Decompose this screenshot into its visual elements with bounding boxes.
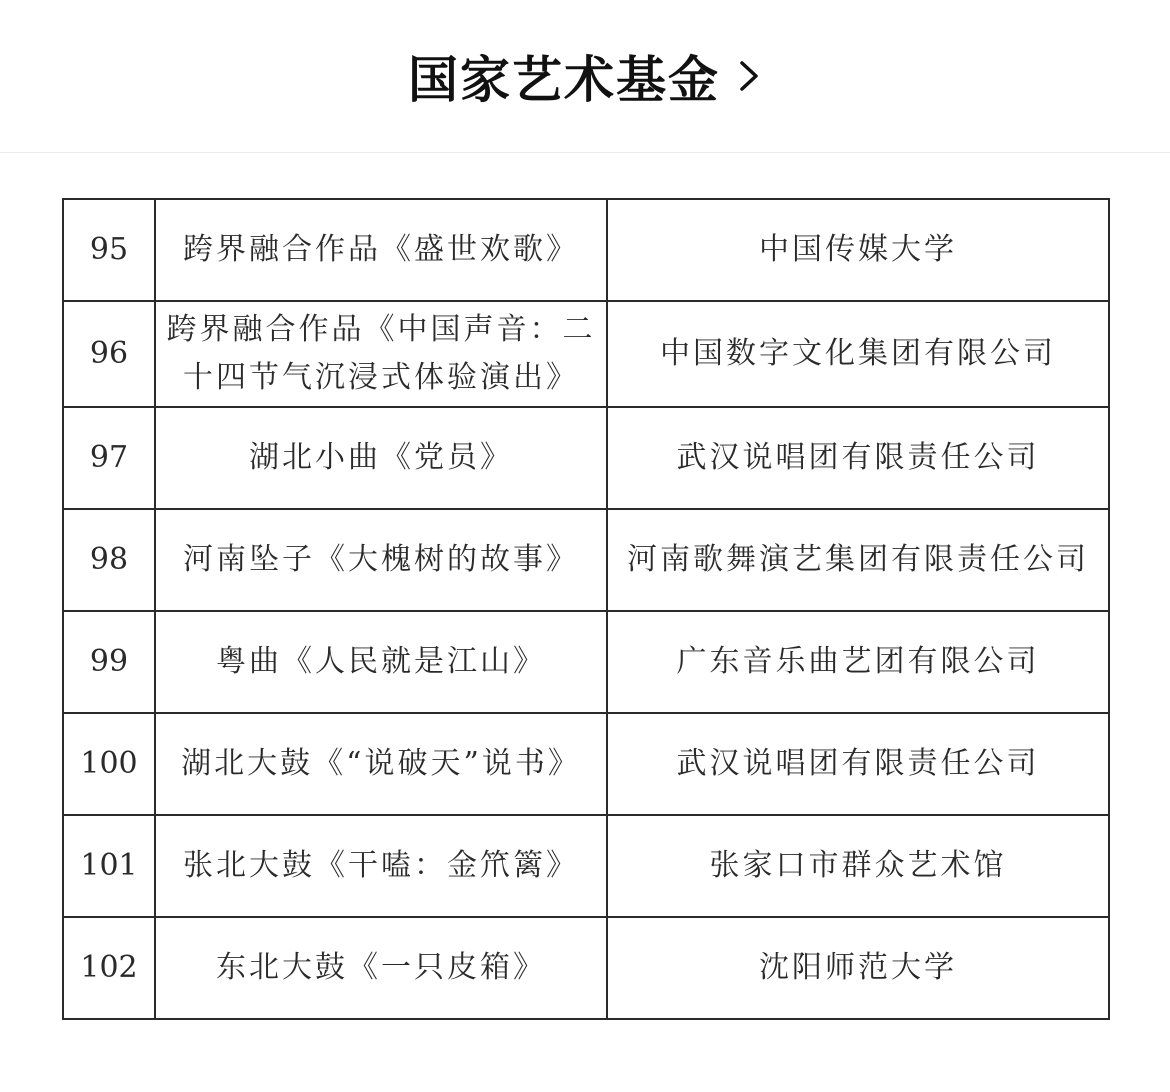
row-number: 95 <box>63 199 155 301</box>
work-title: 东北大鼓《一只皮箱》 <box>155 917 607 1019</box>
organization-name: 河南歌舞演艺集团有限责任公司 <box>607 509 1109 611</box>
organization-name: 中国传媒大学 <box>607 199 1109 301</box>
organization-name: 广东音乐曲艺团有限公司 <box>607 611 1109 713</box>
work-title: 湖北大鼓《“说破天”说书》 <box>155 713 607 815</box>
organization-name: 中国数字文化集团有限公司 <box>607 301 1109 407</box>
table-row <box>63 509 1109 611</box>
work-title: 张北大鼓《干嗑：金笊篱》 <box>155 815 607 917</box>
row-number: 97 <box>63 407 155 509</box>
awards-table <box>62 198 1110 1020</box>
account-title: 国家艺术基金 <box>408 51 720 109</box>
organization-name: 武汉说唱团有限责任公司 <box>607 713 1109 815</box>
table-row <box>63 713 1109 815</box>
table-row <box>63 407 1109 509</box>
table-row <box>63 815 1109 917</box>
chevron-right-icon <box>736 59 762 93</box>
work-title: 跨界融合作品《盛世欢歌》 <box>155 199 607 301</box>
organization-name: 武汉说唱团有限责任公司 <box>607 407 1109 509</box>
organization-name: 沈阳师范大学 <box>607 917 1109 1019</box>
row-number: 102 <box>63 917 155 1019</box>
table-row <box>63 917 1109 1019</box>
table-row <box>63 611 1109 713</box>
row-number: 96 <box>63 301 155 407</box>
organization-name: 张家口市群众艺术馆 <box>607 815 1109 917</box>
table-row <box>63 301 1109 407</box>
row-number: 100 <box>63 713 155 815</box>
row-number: 99 <box>63 611 155 713</box>
account-header[interactable] <box>0 0 1170 153</box>
work-title: 河南坠子《大槐树的故事》 <box>155 509 607 611</box>
work-title: 粤曲《人民就是江山》 <box>155 611 607 713</box>
work-title: 湖北小曲《党员》 <box>155 407 607 509</box>
row-number: 101 <box>63 815 155 917</box>
table-row <box>63 199 1109 301</box>
row-number: 98 <box>63 509 155 611</box>
work-title: 跨界融合作品《中国声音：二十四节气沉浸式体验演出》 <box>155 301 607 407</box>
